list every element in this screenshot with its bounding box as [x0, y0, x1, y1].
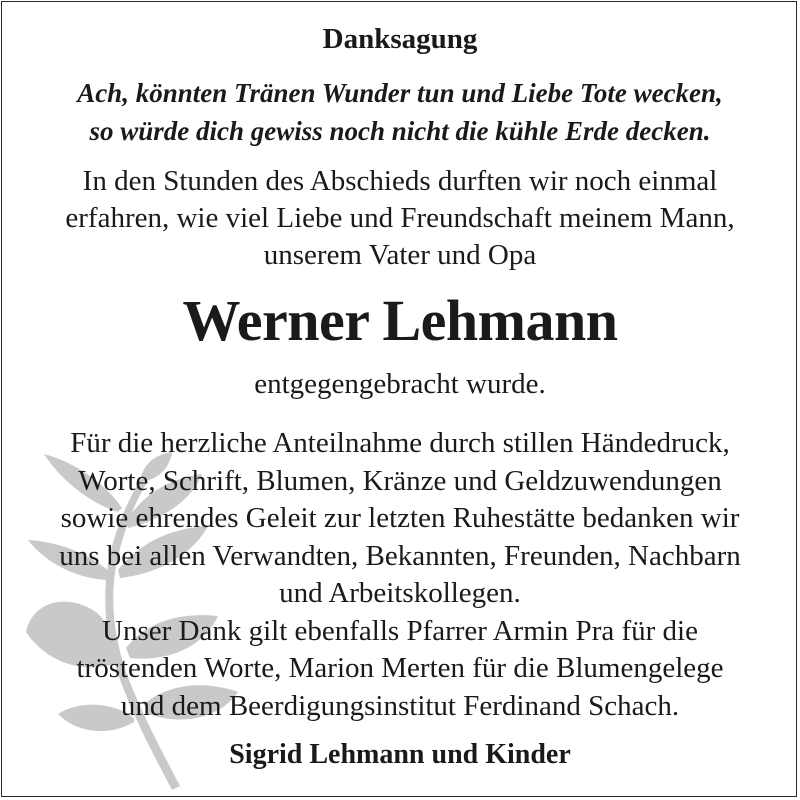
thanks-line: sowie ehrendes Geleit zur letzten Ruhestätte bedanken wir: [60, 502, 740, 534]
thanks-line: Unser Dank gilt ebenfalls Pfarrer Armin Pra für die: [102, 614, 698, 647]
thanks-line: und dem Beerdigungsinstitut Ferdinand Schach.: [120, 689, 680, 722]
intro-line: In den Stunden des Abschieds durften wir noch einmal: [82, 165, 718, 197]
poem-line: so würde dich gewiss noch nicht die kühle Erde decken.: [89, 116, 711, 146]
thanks-paragraph: [0, 425, 800, 725]
thanks-line: uns bei allen Verwandten, Bekannten, Freunden, Nachbarn: [59, 539, 741, 572]
thanks-line: und Arbeitskollegen.: [279, 577, 521, 609]
notice-title: Danksagung: [322, 23, 478, 55]
intro-line: erfahren, wie viel Liebe und Freundschaft meinem Mann,: [65, 202, 735, 234]
poem-line: Ach, könnten Tränen Wunder tun und Liebe Tote wecken,: [77, 78, 723, 108]
deceased-name: Werner Lehmann: [182, 288, 618, 353]
thanks-line: Für die herzliche Anteilnahme durch stillen Händedruck,: [70, 427, 730, 459]
intro-line: unserem Vater und Opa: [263, 239, 537, 271]
poem-verse: [0, 74, 800, 150]
signature: Sigrid Lehmann und Kinder: [229, 739, 571, 770]
thanks-line: tröstenden Worte, Marion Merten für die Blumengelege: [76, 652, 724, 684]
after-name-line: entgegengebracht wurde.: [254, 368, 546, 400]
intro-paragraph: [0, 163, 800, 274]
thanks-line: Worte, Schrift, Blumen, Kränze und Geldzuwendungen: [78, 464, 722, 497]
